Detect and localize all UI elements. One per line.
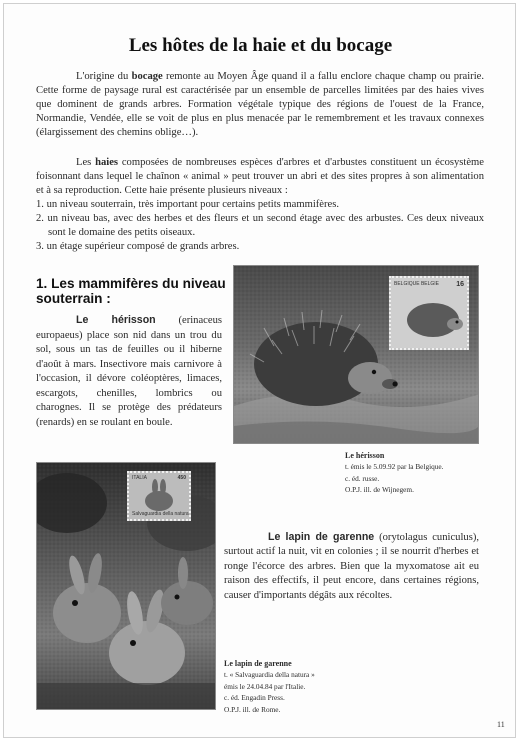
caption-line: O.P.J. ill. de Rome. xyxy=(224,704,281,714)
rabbit-photo xyxy=(36,462,216,710)
intro-p2-start: Les xyxy=(76,157,96,168)
intro-paragraph-bocage xyxy=(36,70,484,140)
level-item-1: 1. un niveau souterrain, très important pour certains petits mammifères. xyxy=(36,199,340,210)
lapin-name: Le lapin de garenne xyxy=(268,531,375,543)
document-page xyxy=(3,3,516,738)
lapin-paragraph xyxy=(224,530,479,603)
rabbit-stamp xyxy=(127,471,191,521)
herisson-body: (erinaceus europaeus) place son nid dans un trou du sol, sous un tas de feuilles ou il hiberne d'août à mars. Insectivore mais carnivore à l'occasion, il dévore coléoptères, limaces, escargots, chenilles, lombrics ou charognes. Il se protège des prédateurs (renards) en se roulant en boule. xyxy=(36,315,222,428)
term-bocage: bocage xyxy=(131,71,163,82)
hedgehog-photo xyxy=(233,265,479,444)
caption-line: c. éd. russe. xyxy=(345,473,380,483)
stamp-country: BELGIQUE BELGIE xyxy=(394,281,440,287)
caption-line: O.P.J. ill. de Wijnegem. xyxy=(345,485,414,495)
caption-line: c. éd. Engadin Press. xyxy=(224,693,285,703)
page-number: 11 xyxy=(497,720,505,729)
stamp-value: 450 xyxy=(177,475,186,481)
hedgehog-caption xyxy=(345,450,495,496)
term-haies: haies xyxy=(95,157,119,168)
intro-p1-rest: remonte au Moyen Âge quand il a fallu enclore chaque champ ou prairie. Cette forme de paysage rural est caractérisée par un ensemble de parcelles limitées par des haies vives que dominent de grands arbres. Formation végétale typique des régions de l'ouest de la France, Normandie, Vendée, elle se voit de plus en plus menacée par le remembrement et les travaux connexes (élargissement des chemins oblige…). xyxy=(36,71,485,139)
stamp-country: ITALIA xyxy=(132,475,147,481)
stamp-value: 16 xyxy=(456,281,464,288)
caption-line: t. émis le 5.09.92 par la Belgique. xyxy=(345,462,444,472)
caption-title: Le lapin de garenne xyxy=(224,659,292,668)
hedgehog-stamp-art xyxy=(391,278,467,348)
hedgehog-stamp xyxy=(389,276,469,350)
level-item-3: 3. un étage supérieur composé de grands arbres. xyxy=(36,241,240,253)
intro-p1-start: L'origine du xyxy=(76,71,132,82)
caption-title: Le hérisson xyxy=(345,451,385,460)
caption-line: émis le 24.04.84 par l'Italie. xyxy=(224,681,306,691)
intro-paragraph-haies xyxy=(36,156,484,198)
herisson-paragraph xyxy=(36,313,222,430)
lapin-body: (orytolagus cuniculus), surtout actif la nuit, vit en colonies ; il se nourrit d'herbes et ronge l'écorce des arbres. Bien que la myxomatose ait eu raison des effectifs, il peut encore, dans certaines régions, causer d'importants dégâts aux récoltes. xyxy=(224,532,479,601)
caption-line: t. « Salvaguardia della natura » xyxy=(224,670,315,680)
page-title: Les hôtes de la haie et du bocage xyxy=(128,35,393,56)
section-heading: 1. Les mammifères du niveau souterrain : xyxy=(36,276,226,306)
stamp-subtitle: Salvaguardia della natura xyxy=(132,511,189,517)
levels-list xyxy=(36,198,484,254)
level-item-2: 2. un niveau bas, avec des herbes et des fleurs et un second étage avec des arbustes. Ces deux niveaux sont le domaine des petits oiseaux. xyxy=(36,213,484,239)
rabbit-caption xyxy=(224,658,374,715)
herisson-name: Le hérisson xyxy=(76,314,156,326)
intro-p2-rest: composées de nombreuses espèces d'arbres et d'arbustes constituent un écosystème foisonnant dans lequel le chaînon « animal » peut trouver un abri et des sites propres à son alimentation et à sa reproduction. Cette haie présente plusieurs niveaux : xyxy=(36,157,484,197)
